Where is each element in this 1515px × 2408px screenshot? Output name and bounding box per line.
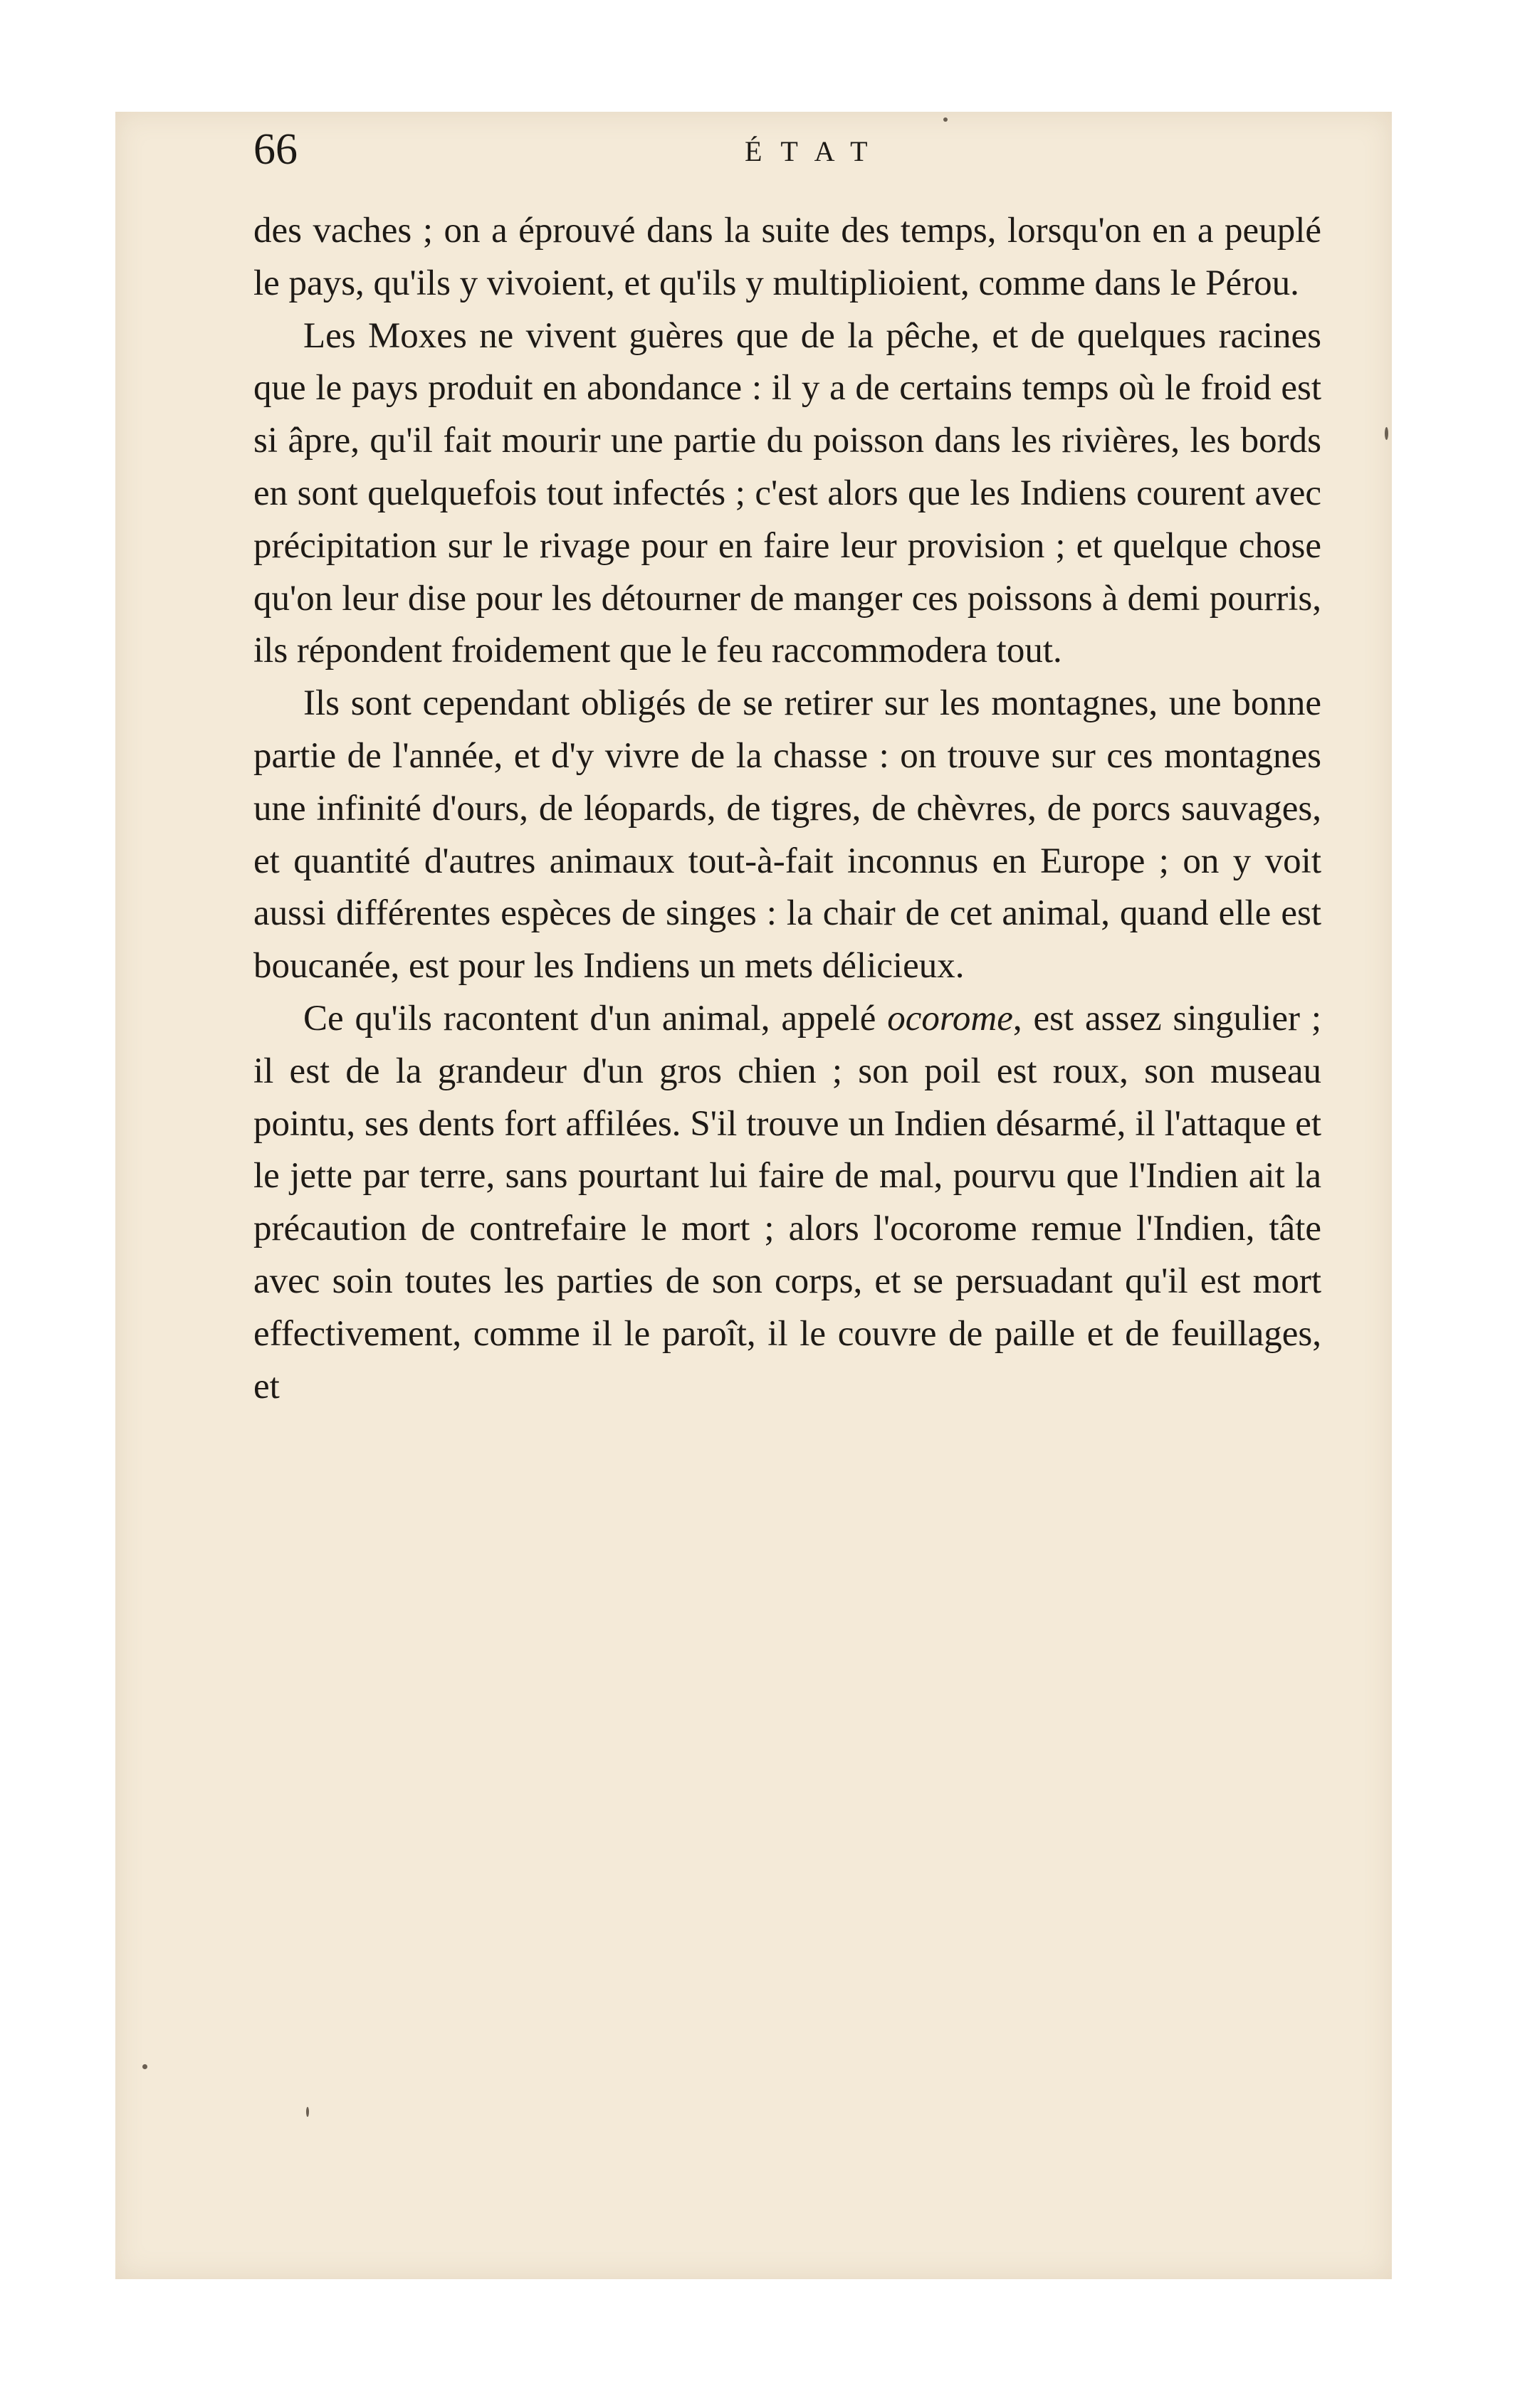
page-text — [253, 205, 1321, 1413]
running-title: ÉTAT — [745, 135, 886, 167]
scan-speck — [1385, 427, 1388, 440]
italic-term-ocorome: ocorome — [887, 998, 1013, 1039]
scan-speck — [943, 117, 948, 122]
scan-speck — [306, 2107, 309, 2117]
paragraph-1: des vaches ; on a éprouvé dans la suite des temps, lorsqu'on en a peuplé le pays, qu'ils y vivoient, et qu'ils y multiplioient, comme dans le Pérou. — [253, 211, 1321, 303]
paragraph-2: Les Moxes ne vivent guères que de la pêche, et de quelques racines que le pays produit en abondance : il y a de certains temps où le froid est si âpre, qu'il fait mourir une partie du poisson dans les rivières, les bords en sont quelquefois tout infectés ; c'est alors que les Indiens courent avec précipitation sur le rivage pour en faire leur provision ; et quelque chose qu'on leur dise pour les détourner de manger ces poissons à demi pourris, ils répondent froidement que le feu raccommodera tout. — [253, 315, 1321, 671]
page-number: 66 — [253, 125, 298, 174]
scan-speck — [142, 2064, 147, 2069]
paragraph-4-start: Ce qu'ils racontent d'un animal, appelé — [303, 998, 888, 1039]
paragraph-4 — [253, 993, 1321, 1413]
paragraph-4-rest: , est assez singulier ; il est de la grandeur d'un gros chien ; son poil est roux, son museau pointu, ses dents fort affilées. S'il trouve un Indien désarmé, il l'attaque et le jette par terre, sans pourtant lui faire de mal, pourvu que l'Indien ait la précaution de contrefaire le mort ; alors l'ocorome remue l'Indien, tâte avec soin toutes les parties de son corps, et se persuadant qu'il est mort effectivement, comme il le paroît, il le couvre de paille et de feuillages, et — [253, 998, 1321, 1407]
paragraph-3: Ils sont cependant obligés de se retirer sur les montagnes, une bonne partie de l'année, et d'y vivre de la chasse : on trouve sur ces montagnes une infinité d'ours, de léopards, de tigres, de chèvres, de porcs sauvages, et quantité d'autres animaux tout-à-fait inconnus en Europe ; on y voit aussi différentes espèces de singes : la chair de cet animal, quand elle est boucanée, est pour les Indiens un mets délicieux. — [253, 683, 1321, 987]
page-header — [253, 125, 1321, 189]
